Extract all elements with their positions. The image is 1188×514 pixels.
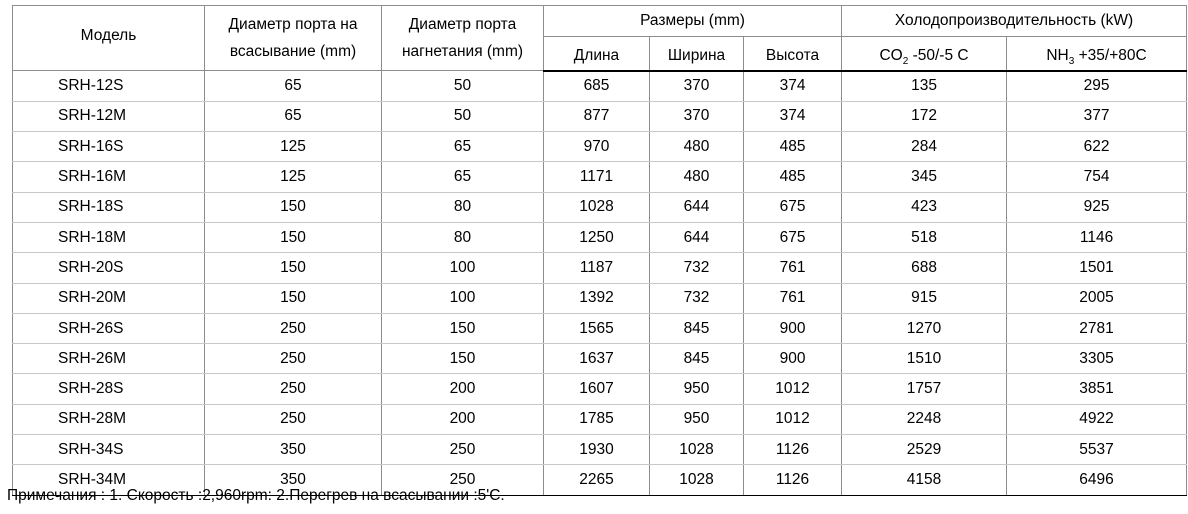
suction-cell: 65 <box>205 101 382 131</box>
table-body <box>13 71 1187 496</box>
nh3-cell: 1146 <box>1007 222 1187 252</box>
co2-cell: 135 <box>842 71 1007 102</box>
model-cell: SRH-34S <box>13 435 205 465</box>
model-cell: SRH-28M <box>13 404 205 434</box>
height-cell: 1126 <box>744 465 842 495</box>
length-cell: 877 <box>544 101 650 131</box>
header-dimensions: Размеры (mm) <box>544 6 842 37</box>
width-cell: 1028 <box>650 465 744 495</box>
nh3-cell: 377 <box>1007 101 1187 131</box>
model-cell: SRH-18M <box>13 222 205 252</box>
length-cell: 1930 <box>544 435 650 465</box>
discharge-cell: 50 <box>382 101 544 131</box>
length-cell: 2265 <box>544 465 650 495</box>
discharge-cell: 65 <box>382 162 544 192</box>
header-length: Длина <box>544 37 650 71</box>
height-cell: 1126 <box>744 435 842 465</box>
co2-cell: 423 <box>842 192 1007 222</box>
table-row <box>13 313 1187 343</box>
nh3-subscript: 3 <box>1068 56 1075 68</box>
header-model: Модель <box>13 6 205 71</box>
co2-cell: 1270 <box>842 313 1007 343</box>
length-cell: 1607 <box>544 374 650 404</box>
width-cell: 480 <box>650 162 744 192</box>
co2-prefix: CO <box>879 47 903 65</box>
nh3-cell: 295 <box>1007 71 1187 102</box>
model-cell: SRH-34M <box>13 465 205 495</box>
height-cell: 675 <box>744 222 842 252</box>
suction-cell: 125 <box>205 162 382 192</box>
model-cell: SRH-16S <box>13 132 205 162</box>
discharge-cell: 200 <box>382 374 544 404</box>
height-cell: 761 <box>744 253 842 283</box>
co2-cell: 688 <box>842 253 1007 283</box>
width-cell: 845 <box>650 344 744 374</box>
header-width: Ширина <box>650 37 744 71</box>
length-cell: 970 <box>544 132 650 162</box>
model-cell: SRH-16M <box>13 162 205 192</box>
suction-cell: 150 <box>205 253 382 283</box>
co2-cell: 345 <box>842 162 1007 192</box>
width-cell: 480 <box>650 132 744 162</box>
suction-cell: 250 <box>205 374 382 404</box>
table-row <box>13 192 1187 222</box>
header-suction-port: Диаметр порта на всасывание (mm) <box>205 6 382 71</box>
suction-cell: 350 <box>205 435 382 465</box>
discharge-cell: 50 <box>382 71 544 102</box>
header-height: Высота <box>744 37 842 71</box>
width-cell: 1028 <box>650 435 744 465</box>
table-row <box>13 132 1187 162</box>
model-cell: SRH-26M <box>13 344 205 374</box>
nh3-cell: 1501 <box>1007 253 1187 283</box>
discharge-cell: 150 <box>382 313 544 343</box>
nh3-cell: 4922 <box>1007 404 1187 434</box>
co2-cell: 284 <box>842 132 1007 162</box>
height-cell: 761 <box>744 283 842 313</box>
width-cell: 644 <box>650 222 744 252</box>
suction-cell: 125 <box>205 132 382 162</box>
width-cell: 732 <box>650 253 744 283</box>
co2-cell: 518 <box>842 222 1007 252</box>
table-row <box>13 253 1187 283</box>
co2-cell: 172 <box>842 101 1007 131</box>
co2-cell: 2529 <box>842 435 1007 465</box>
height-cell: 374 <box>744 101 842 131</box>
nh3-cell: 2781 <box>1007 313 1187 343</box>
length-cell: 1187 <box>544 253 650 283</box>
discharge-cell: 200 <box>382 404 544 434</box>
model-cell: SRH-12S <box>13 71 205 102</box>
width-cell: 845 <box>650 313 744 343</box>
height-cell: 1012 <box>744 374 842 404</box>
length-cell: 1028 <box>544 192 650 222</box>
nh3-cell: 925 <box>1007 192 1187 222</box>
table-row <box>13 162 1187 192</box>
width-cell: 950 <box>650 374 744 404</box>
height-cell: 1012 <box>744 404 842 434</box>
model-cell: SRH-20M <box>13 283 205 313</box>
length-cell: 1565 <box>544 313 650 343</box>
header-co2-capacity <box>842 37 1007 71</box>
length-cell: 1785 <box>544 404 650 434</box>
table-row <box>13 374 1187 404</box>
model-cell: SRH-12M <box>13 101 205 131</box>
width-cell: 370 <box>650 71 744 102</box>
header-discharge-port: Диаметр порта нагнетания (mm) <box>382 6 544 71</box>
suction-cell: 250 <box>205 313 382 343</box>
height-cell: 900 <box>744 344 842 374</box>
height-cell: 374 <box>744 71 842 102</box>
co2-cell: 915 <box>842 283 1007 313</box>
discharge-cell: 250 <box>382 465 544 495</box>
suction-cell: 350 <box>205 465 382 495</box>
width-cell: 370 <box>650 101 744 131</box>
discharge-cell: 65 <box>382 132 544 162</box>
length-cell: 685 <box>544 71 650 102</box>
table-row <box>13 404 1187 434</box>
co2-cell: 1510 <box>842 344 1007 374</box>
table-row <box>13 222 1187 252</box>
length-cell: 1171 <box>544 162 650 192</box>
co2-cell: 4158 <box>842 465 1007 495</box>
co2-cell: 2248 <box>842 404 1007 434</box>
height-cell: 675 <box>744 192 842 222</box>
nh3-cell: 754 <box>1007 162 1187 192</box>
suction-cell: 150 <box>205 222 382 252</box>
table-row <box>13 344 1187 374</box>
discharge-cell: 80 <box>382 192 544 222</box>
suction-cell: 250 <box>205 344 382 374</box>
nh3-prefix: NH <box>1046 47 1069 65</box>
table-row <box>13 71 1187 102</box>
nh3-cell: 2005 <box>1007 283 1187 313</box>
nh3-cell: 3851 <box>1007 374 1187 404</box>
table-header <box>13 6 1187 71</box>
suction-cell: 150 <box>205 192 382 222</box>
width-cell: 950 <box>650 404 744 434</box>
discharge-cell: 80 <box>382 222 544 252</box>
header-nh3-capacity <box>1007 37 1187 71</box>
co2-suffix: -50/-5 C <box>908 47 969 65</box>
model-cell: SRH-20S <box>13 253 205 283</box>
table-row <box>13 283 1187 313</box>
model-cell: SRH-28S <box>13 374 205 404</box>
suction-cell: 65 <box>205 71 382 102</box>
model-cell: SRH-26S <box>13 313 205 343</box>
height-cell: 485 <box>744 132 842 162</box>
table-row <box>13 101 1187 131</box>
nh3-cell: 5537 <box>1007 435 1187 465</box>
height-cell: 485 <box>744 162 842 192</box>
header-capacity: Холодопроизводительность (kW) <box>842 6 1187 37</box>
length-cell: 1250 <box>544 222 650 252</box>
width-cell: 732 <box>650 283 744 313</box>
compressor-spec-table <box>12 5 1187 496</box>
discharge-cell: 100 <box>382 253 544 283</box>
model-cell: SRH-18S <box>13 192 205 222</box>
nh3-suffix: +35/+80C <box>1074 47 1147 65</box>
width-cell: 644 <box>650 192 744 222</box>
nh3-cell: 3305 <box>1007 344 1187 374</box>
length-cell: 1392 <box>544 283 650 313</box>
suction-cell: 250 <box>205 404 382 434</box>
co2-cell: 1757 <box>842 374 1007 404</box>
discharge-cell: 250 <box>382 435 544 465</box>
suction-cell: 150 <box>205 283 382 313</box>
height-cell: 900 <box>744 313 842 343</box>
co2-subscript: 2 <box>902 56 909 68</box>
discharge-cell: 150 <box>382 344 544 374</box>
footnote: Примечания : 1. Скорость :2,960rpm: 2.Перегрев на всасывании :5'C. <box>7 487 505 504</box>
table-row <box>13 435 1187 465</box>
discharge-cell: 100 <box>382 283 544 313</box>
nh3-cell: 6496 <box>1007 465 1187 495</box>
nh3-cell: 622 <box>1007 132 1187 162</box>
length-cell: 1637 <box>544 344 650 374</box>
